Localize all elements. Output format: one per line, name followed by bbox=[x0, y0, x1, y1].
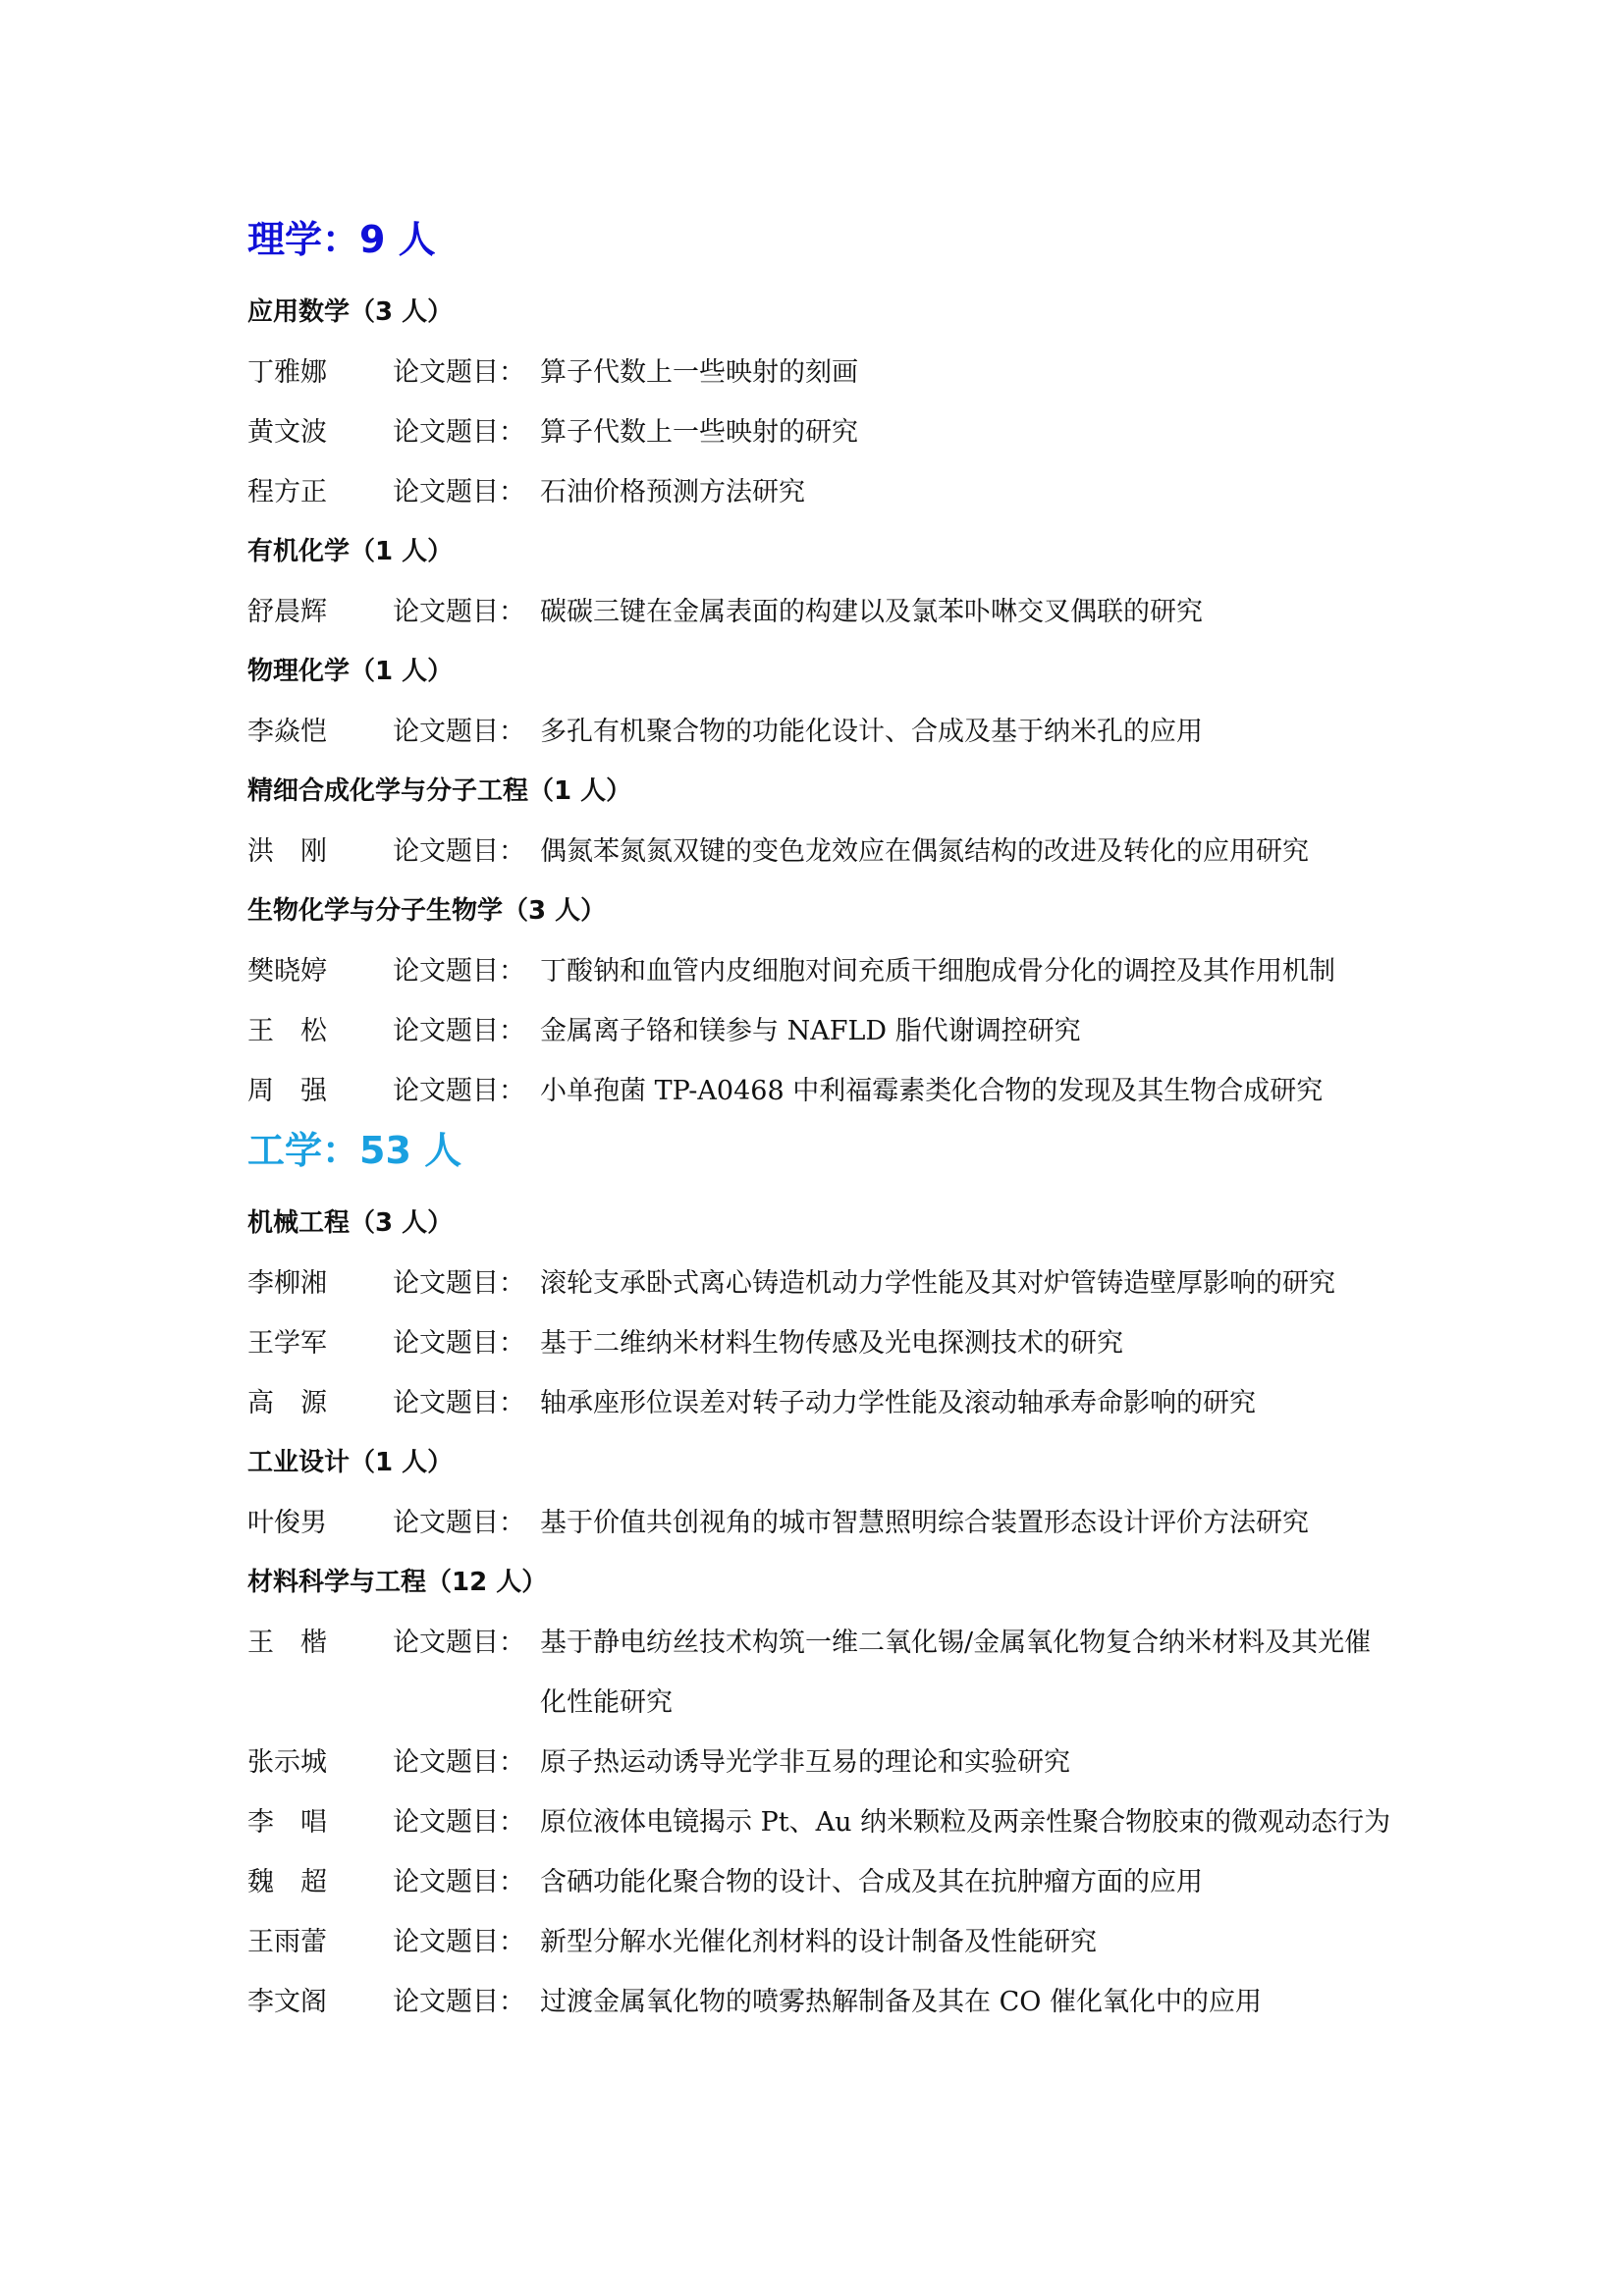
student-name: 李文阁 bbox=[247, 1987, 327, 2017]
student-name: 李焱恺 bbox=[247, 717, 327, 747]
major-heading: 生物化学与分子生物学（3 人） bbox=[247, 896, 607, 926]
thesis-title: 碳碳三键在金属表面的构建以及氯苯卟啉交叉偶联的研究 bbox=[540, 597, 1203, 627]
thesis-label: 论文题目： bbox=[393, 836, 525, 867]
thesis-label: 论文题目： bbox=[393, 477, 525, 507]
major-heading: 物理化学（1 人） bbox=[247, 657, 454, 686]
thesis-title: 含硒功能化聚合物的设计、合成及其在抗肿瘤方面的应用 bbox=[540, 1867, 1203, 1897]
thesis-label: 论文题目： bbox=[393, 1016, 525, 1046]
entry-row bbox=[247, 1061, 1624, 1121]
thesis-label: 论文题目： bbox=[393, 417, 525, 448]
student-name: 王 楷 bbox=[247, 1628, 327, 1658]
thesis-title: 原位液体电镜揭示 Pt、Au 纳米颗粒及两亲性聚合物胶束的微观动态行为 bbox=[540, 1807, 1391, 1838]
thesis-label: 论文题目： bbox=[393, 1927, 525, 1957]
thesis-label: 论文题目： bbox=[393, 1747, 525, 1778]
thesis-title: 新型分解水光催化剂材料的设计制备及性能研究 bbox=[540, 1927, 1097, 1957]
entry-row bbox=[247, 582, 1624, 642]
thesis-title: 偶氮苯氮氮双键的变色龙效应在偶氮结构的改进及转化的应用研究 bbox=[540, 836, 1309, 867]
student-name: 李柳湘 bbox=[247, 1268, 327, 1299]
student-name: 丁雅娜 bbox=[247, 357, 327, 388]
thesis-label: 论文题目： bbox=[393, 1987, 525, 2017]
thesis-title: 丁酸钠和血管内皮细胞对间充质干细胞成骨分化的调控及其作用机制 bbox=[540, 956, 1335, 987]
thesis-title: 原子热运动诱导光学非互易的理论和实验研究 bbox=[540, 1747, 1070, 1778]
entry-row bbox=[247, 1972, 1624, 2032]
entry-row bbox=[247, 822, 1624, 881]
thesis-label: 论文题目： bbox=[393, 1076, 525, 1106]
student-name: 王学军 bbox=[247, 1328, 327, 1359]
section-heading-engineering: 工学：53 人 bbox=[247, 1129, 462, 1172]
thesis-label: 论文题目： bbox=[393, 1268, 525, 1299]
thesis-title: 基于二维纳米材料生物传感及光电探测技术的研究 bbox=[540, 1328, 1123, 1359]
thesis-label: 论文题目： bbox=[393, 1807, 525, 1838]
entry-row bbox=[247, 1613, 1624, 1733]
student-name: 魏 超 bbox=[247, 1867, 327, 1897]
major-heading: 工业设计（1 人） bbox=[247, 1448, 454, 1477]
entry-row bbox=[247, 702, 1624, 762]
entry-row bbox=[247, 1001, 1624, 1061]
student-name: 洪 刚 bbox=[247, 836, 327, 867]
student-name: 王 松 bbox=[247, 1016, 327, 1046]
major-heading: 机械工程（3 人） bbox=[247, 1208, 454, 1238]
student-name: 樊晓婷 bbox=[247, 956, 327, 987]
student-name: 李 唱 bbox=[247, 1807, 327, 1838]
thesis-title: 金属离子铬和镁参与 NAFLD 脂代谢调控研究 bbox=[540, 1016, 1081, 1046]
entry-row bbox=[247, 1852, 1624, 1912]
entry-row bbox=[247, 1493, 1624, 1553]
entry-row bbox=[247, 1912, 1624, 1972]
student-name: 舒晨辉 bbox=[247, 597, 327, 627]
student-name: 周 强 bbox=[247, 1076, 327, 1106]
thesis-title: 石油价格预测方法研究 bbox=[540, 477, 805, 507]
entry-row bbox=[247, 343, 1624, 402]
student-name: 程方正 bbox=[247, 477, 327, 507]
entry-row bbox=[247, 402, 1624, 462]
major-heading: 材料科学与工程（12 人） bbox=[247, 1568, 548, 1597]
thesis-title: 小单孢菌 TP-A0468 中利福霉素类化合物的发现及其生物合成研究 bbox=[540, 1076, 1324, 1106]
thesis-title: 滚轮支承卧式离心铸造机动力学性能及其对炉管铸造壁厚影响的研究 bbox=[540, 1268, 1335, 1299]
thesis-title: 多孔有机聚合物的功能化设计、合成及基于纳米孔的应用 bbox=[540, 717, 1203, 747]
thesis-label: 论文题目： bbox=[393, 357, 525, 388]
thesis-title: 轴承座形位误差对转子动力学性能及滚动轴承寿命影响的研究 bbox=[540, 1388, 1256, 1418]
major-heading: 应用数学（3 人） bbox=[247, 297, 454, 327]
thesis-title: 算子代数上一些映射的研究 bbox=[540, 417, 858, 448]
entry-row bbox=[247, 1373, 1624, 1433]
student-name: 叶俊男 bbox=[247, 1508, 327, 1538]
section-heading-science: 理学：9 人 bbox=[247, 218, 436, 261]
thesis-label: 论文题目： bbox=[393, 1508, 525, 1538]
major-heading: 精细合成化学与分子工程（1 人） bbox=[247, 776, 632, 806]
entry-row bbox=[247, 941, 1624, 1001]
student-name: 黄文波 bbox=[247, 417, 327, 448]
thesis-title: 算子代数上一些映射的刻画 bbox=[540, 357, 858, 388]
thesis-label: 论文题目： bbox=[393, 956, 525, 987]
entry-row bbox=[247, 1733, 1624, 1792]
student-name: 张示城 bbox=[247, 1747, 327, 1778]
thesis-label: 论文题目： bbox=[393, 1628, 525, 1658]
thesis-title: 基于静电纺丝技术构筑一维二氧化锡/金属氧化物复合纳米材料及其光催化性能研究 bbox=[540, 1628, 1372, 1718]
thesis-label: 论文题目： bbox=[393, 1328, 525, 1359]
student-name: 高 源 bbox=[247, 1388, 327, 1418]
thesis-label: 论文题目： bbox=[393, 1388, 525, 1418]
thesis-title: 过渡金属氧化物的喷雾热解制备及其在 CO 催化氧化中的应用 bbox=[540, 1987, 1262, 2017]
thesis-label: 论文题目： bbox=[393, 717, 525, 747]
entry-row bbox=[247, 462, 1624, 522]
entry-row bbox=[247, 1313, 1624, 1373]
major-heading: 有机化学（1 人） bbox=[247, 537, 454, 566]
student-name: 王雨蕾 bbox=[247, 1927, 327, 1957]
entry-row bbox=[247, 1792, 1624, 1852]
thesis-title: 基于价值共创视角的城市智慧照明综合装置形态设计评价方法研究 bbox=[540, 1508, 1309, 1538]
entry-row bbox=[247, 1254, 1624, 1313]
thesis-label: 论文题目： bbox=[393, 597, 525, 627]
thesis-label: 论文题目： bbox=[393, 1867, 525, 1897]
